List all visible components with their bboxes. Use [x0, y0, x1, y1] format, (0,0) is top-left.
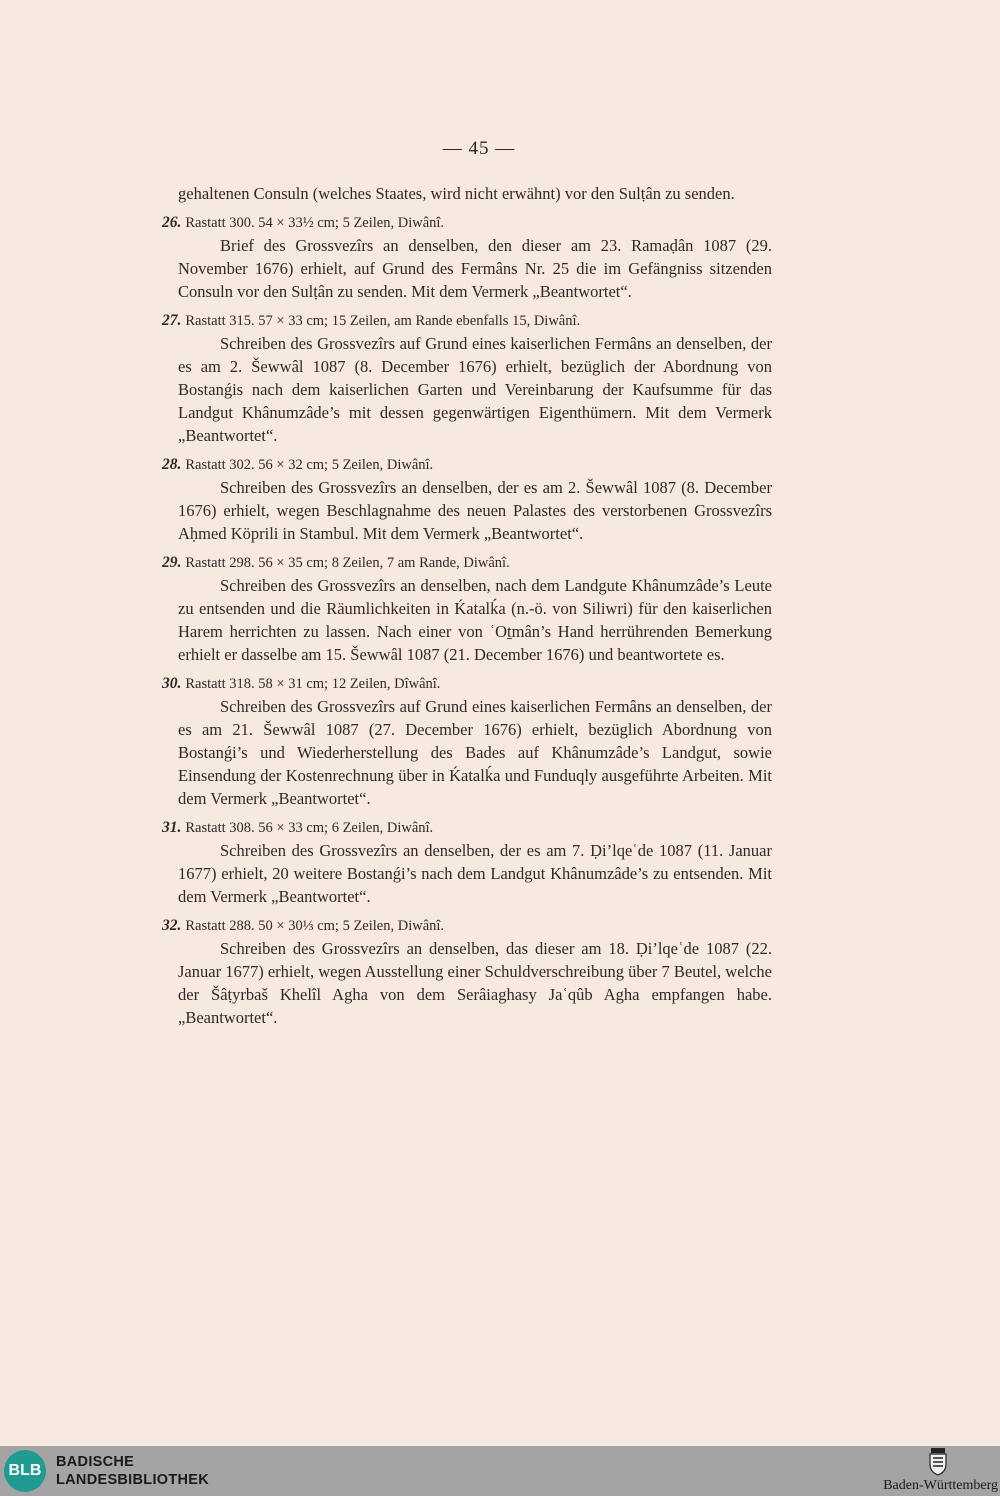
- entry-body: Schreiben des Grossvezîrs an denselben, nach dem Landgute Khânumzâde’s Leute zu entsenden und die Räumlichkeiten in Ḱatalḱa (n.-ö. von Siliwri) für den kaiserlichen Harem herrichten zu lassen. Nach einer von ʿOṯmân’s Hand herrührenden Bemerkung erhielt er dasselbe am 15. Šewwâl 1087 (21. December 1676) und beantwortete es.: [178, 576, 772, 664]
- entry-number: 26.: [162, 214, 182, 231]
- state-name[interactable]: Baden-Württemberg: [883, 1478, 998, 1493]
- entry-number: 31.: [162, 819, 182, 836]
- entry-number: 29.: [162, 554, 182, 571]
- entry-32: [162, 915, 772, 1029]
- entry-catalog-info: Rastatt 300. 54 × 33½ cm; 5 Zeilen, Diwânî.: [185, 215, 445, 231]
- entry-27: [162, 310, 772, 447]
- entry-header: [162, 817, 772, 839]
- entry-body: Schreiben des Grossvezîrs an denselben, der es am 2. Šewwâl 1087 (8. December 1676) erhielt, wegen Beschlagnahme des neuen Palastes des verstorbenen Grossvezîrs Aḥmed Köprili in Stambul. Mit dem Vermerk „Beantwortet“.: [178, 478, 772, 543]
- entry-body: Schreiben des Grossvezîrs auf Grund eines kaiserlichen Fermâns an denselben, der es am 2. Šewwâl 1087 (8. December 1676) erhielt, bezüglich der Abordnung von Bostanǵis nach dem kaiserlichen Garten und Vereinbarung der Kaufsumme für das Landgut Khânumzâde’s mit dessen gegenwärtigen Eigenthümern. Mit dem Vermerk „Beantwortet“.: [178, 334, 772, 445]
- library-name[interactable]: [56, 1453, 209, 1489]
- entry-number: 30.: [162, 675, 182, 692]
- entry-body: Schreiben des Grossvezîrs an denselben, der es am 7. Ḍi’lqeʿde 1087 (11. Januar 1677) erhielt, 20 weitere Bostanǵi’s nach dem Landgut Khânumzâde’s zu entsenden. Mit dem Vermerk „Beantwortet“.: [178, 841, 772, 906]
- entry-28: [162, 454, 772, 545]
- entry-30: [162, 673, 772, 810]
- entry-header: [162, 310, 772, 332]
- entry-header: [162, 915, 772, 937]
- entry-header: [162, 212, 772, 234]
- entry-catalog-info: Rastatt 308. 56 × 33 cm; 6 Zeilen, Diwânî.: [185, 820, 434, 836]
- footer-bar: [0, 1446, 1000, 1496]
- entry-catalog-info: Rastatt 298. 56 × 35 cm; 8 Zeilen, 7 am Rande, Diwânî.: [185, 555, 510, 571]
- entry-header: [162, 454, 772, 476]
- entry-26: [162, 212, 772, 303]
- entry-catalog-info: Rastatt 315. 57 × 33 cm; 15 Zeilen, am Rande ebenfalls 15, Diwânî.: [185, 313, 581, 329]
- entry-29: [162, 552, 772, 666]
- entry-number: 28.: [162, 456, 182, 473]
- blb-logo-icon[interactable]: BLB: [4, 1450, 46, 1492]
- entry-number: 32.: [162, 917, 182, 934]
- library-name-line1: BADISCHE: [56, 1454, 135, 1470]
- body-text: [162, 182, 772, 1029]
- entry-31: [162, 817, 772, 908]
- entry-header: [162, 673, 772, 695]
- library-name-line2: LANDESBIBLIOTHEK: [56, 1472, 210, 1488]
- continuation-paragraph: gehaltenen Consuln (welches Staates, wird nicht erwähnt) vor den Sulṭân zu senden.: [178, 184, 735, 203]
- entry-catalog-info: Rastatt 318. 58 × 31 cm; 12 Zeilen, Dîwânî.: [185, 676, 441, 692]
- entry-body: Schreiben des Grossvezîrs an denselben, das dieser am 18. Ḍi’lqeʿde 1087 (22. Januar 1677) erhielt, wegen Ausstellung einer Schuldverschreibung über 7 Beutel, welche der Šâṭyrbaš Khelîl Agha von dem Serâiaghasy Jaʿqûb Agha empfangen habe. „Beantwortet“.: [178, 939, 772, 1027]
- coat-of-arms-icon: [928, 1448, 948, 1476]
- entry-header: [162, 552, 772, 574]
- entry-body: Schreiben des Grossvezîrs auf Grund eines kaiserlichen Fermâns an denselben, der es am 21. Šewwâl 1087 (27. December 1676) erhielt, bezüglich Abordnung von Bostanǵi’s und Wiederherstellung des Bades auf Khânumzâde’s Landgut, sowie Einsendung der Kostenrechnung über in Ḱatalḱa und Funduqly ausgeführte Arbeiten. Mit dem Vermerk „Beantwortet“.: [178, 697, 772, 808]
- entry-catalog-info: Rastatt 302. 56 × 32 cm; 5 Zeilen, Diwânî.: [185, 457, 434, 473]
- page-number: — 45 —: [442, 138, 516, 159]
- entry-number: 27.: [162, 312, 182, 329]
- entry-catalog-info: Rastatt 288. 50 × 30⅓ cm; 5 Zeilen, Diwânî.: [185, 918, 445, 934]
- entry-body: Brief des Grossvezîrs an denselben, den dieser am 23. Ramaḍân 1087 (29. November 1676) erhielt, auf Grund des Fermâns Nr. 25 die im Gefängniss sitzenden Consuln vor den Sulṭân zu senden. Mit dem Vermerk „Beantwortet“.: [178, 236, 772, 301]
